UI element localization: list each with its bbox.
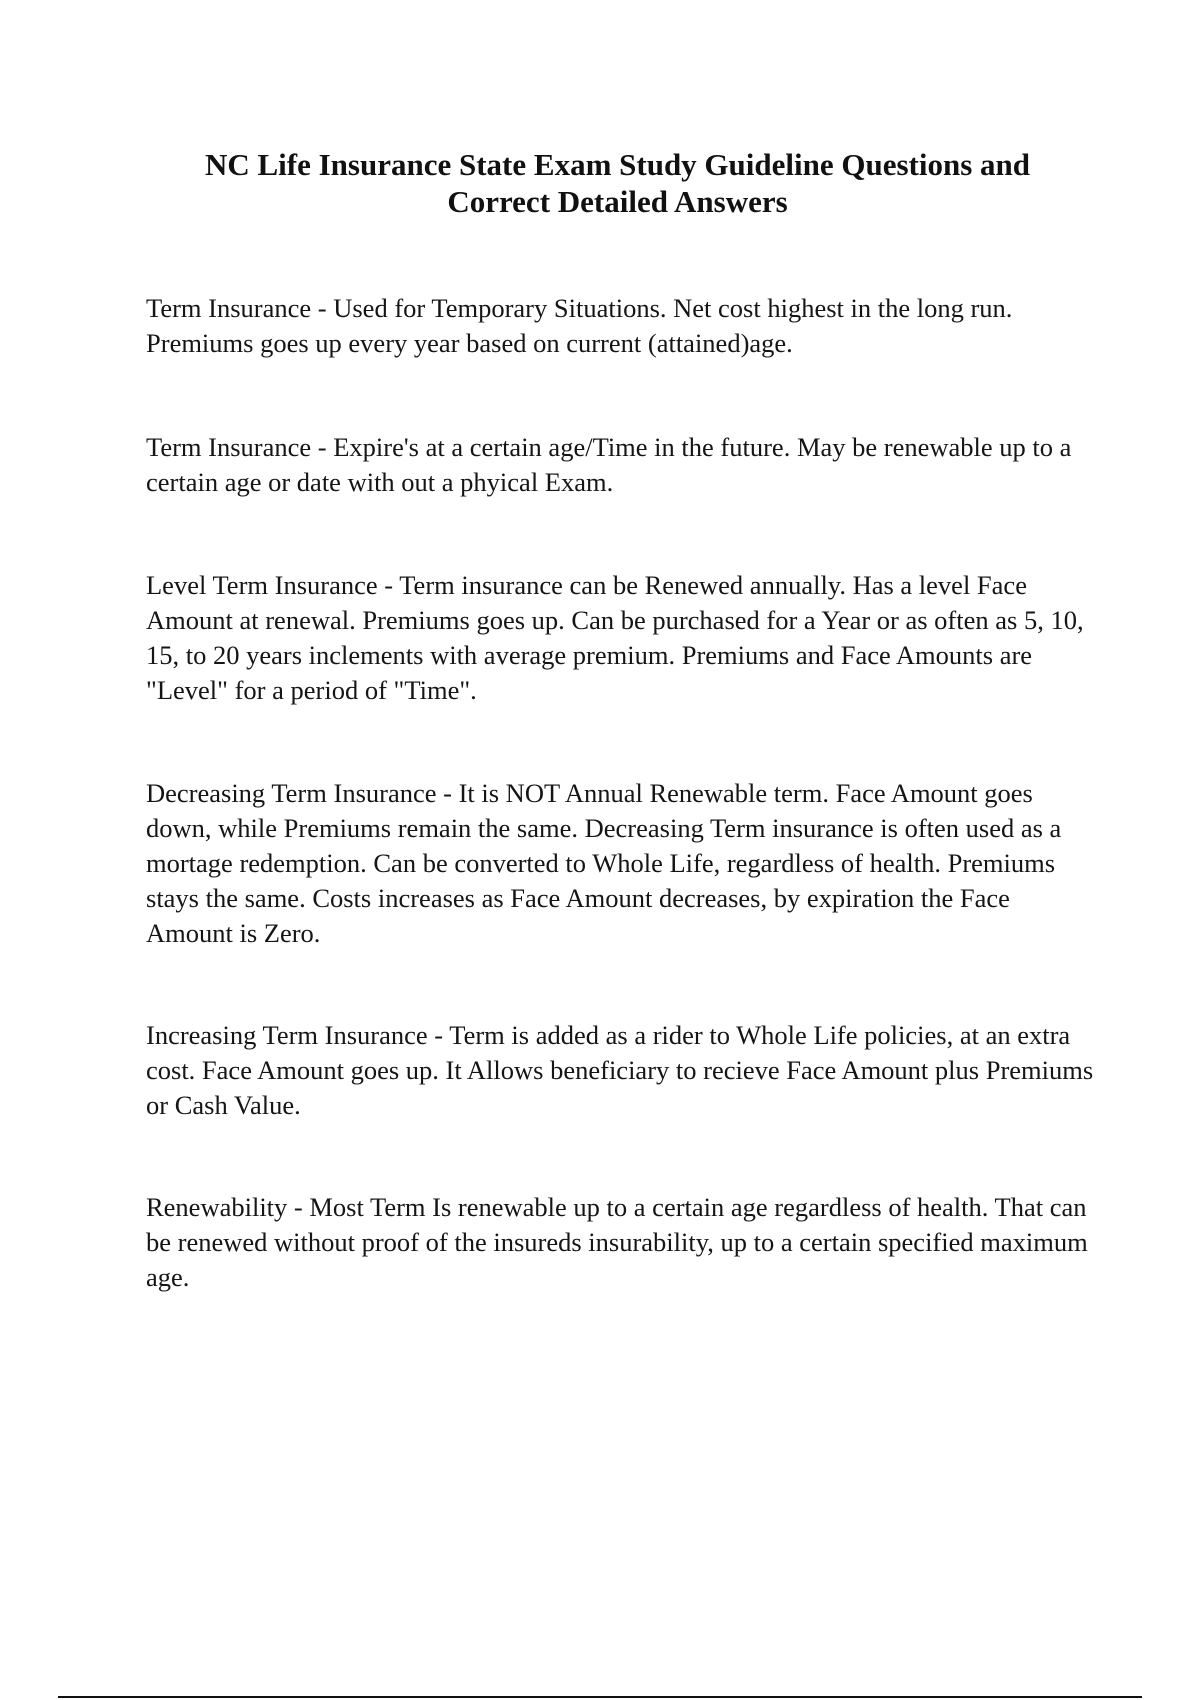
study-entry-term-insurance-expiry: Term Insurance - Expire's at a certain age/Time in the future. May be renewable up to a certain age or date with out a phyical Exam.: [146, 432, 1072, 497]
study-entry-term-insurance-temporary: Term Insurance - Used for Temporary Situations. Net cost highest in the long run. Premiums goes up every year based on current (attained)age.: [146, 293, 1013, 358]
document-title: NC Life Insurance State Exam Study Guideline Questions and Correct Detailed Answers: [204, 147, 1031, 219]
study-entry-decreasing-term-insurance: Decreasing Term Insurance - It is NOT Annual Renewable term. Face Amount goes down, while Premiums remain the same. Decreasing Term insurance is often used as a mortage redemption. Can be converted to Whole Life, regardless of health. Premiums stays the same. Costs increases as Face Amount decreases, by expiration the Face Amount is Zero.: [146, 778, 1062, 948]
study-entry-renewability: Renewability - Most Term Is renewable up to a certain age regardless of health. That can be renewed without proof of the insureds insurability, up to a certain specified maximum age.: [146, 1192, 1088, 1292]
study-entry-increasing-term-insurance: Increasing Term Insurance - Term is added as a rider to Whole Life policies, at an extra cost. Face Amount goes up. It Allows beneficiary to recieve Face Amount plus Premiums or Cash Value.: [146, 1020, 1094, 1120]
study-entry-level-term-insurance: Level Term Insurance - Term insurance can be Renewed annually. Has a level Face Amount at renewal. Premiums goes up. Can be purchased for a Year or as often as 5, 10, 15, to 20 years inclements with average premium. Premiums and Face Amounts are "Level" for a period of "Time".: [146, 570, 1084, 705]
page-bottom-rule: [58, 1696, 1142, 1698]
